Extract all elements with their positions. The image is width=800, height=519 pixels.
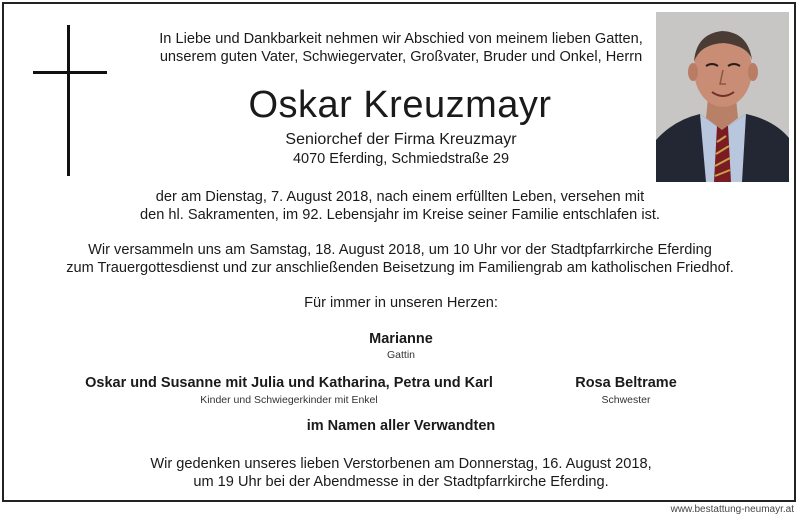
family-names: Oskar und Susanne mit Julia und Katharina, Petra und Karl: [85, 375, 493, 391]
passing-line-2: den hl. Sakramenten, im 92. Lebensjahr im Kreise seiner Familie entschlafen ist.: [140, 207, 660, 223]
spouse-name: Marianne: [369, 331, 433, 347]
cross-icon-bar: [33, 71, 107, 74]
relatives-line: im Namen aller Verwandten: [306, 418, 496, 434]
sibling-name: Rosa Beltrame: [575, 375, 677, 391]
deceased-title: Seniorchef der Firma Kreuzmayr: [285, 131, 517, 148]
motto: Für immer in unseren Herzen:: [304, 295, 498, 311]
memorial-line-1: Wir gedenken unseres lieben Verstorbenen am Donnerstag, 16. August 2018,: [150, 456, 652, 472]
footer-url[interactable]: www.bestattung-neumayr.at: [670, 504, 794, 515]
intro-line-1: In Liebe und Dankbarkeit nehmen wir Abschied von meinem lieben Gatten,: [159, 31, 643, 47]
memorial-line-2: um 19 Uhr bei der Abendmesse in der Stadtpfarrkirche Eferding.: [193, 474, 609, 490]
cross-icon: [67, 25, 70, 176]
intro-line-2: unserem guten Vater, Schwiegervater, Großvater, Bruder und Onkel, Herrn: [159, 49, 643, 65]
deceased-name: Oskar Kreuzmayr: [248, 84, 552, 126]
spouse-role: Gattin: [386, 349, 416, 361]
funeral-line-1: Wir versammeln uns am Samstag, 18. August 2018, um 10 Uhr vor der Stadtpfarrkirche Eferding: [88, 242, 712, 258]
portrait-photo: [656, 12, 789, 182]
sibling-role: Schwester: [601, 394, 651, 406]
family-role: Kinder und Schwiegerkinder mit Enkel: [200, 394, 378, 406]
deceased-address: 4070 Eferding, Schmiedstraße 29: [292, 151, 510, 167]
funeral-line-2: zum Trauergottesdienst und zur anschließenden Beisetzung im Familiengrab am katholischen Friedhof.: [66, 260, 734, 276]
passing-line-1: der am Dienstag, 7. August 2018, nach einem erfüllten Leben, versehen mit: [155, 189, 645, 205]
